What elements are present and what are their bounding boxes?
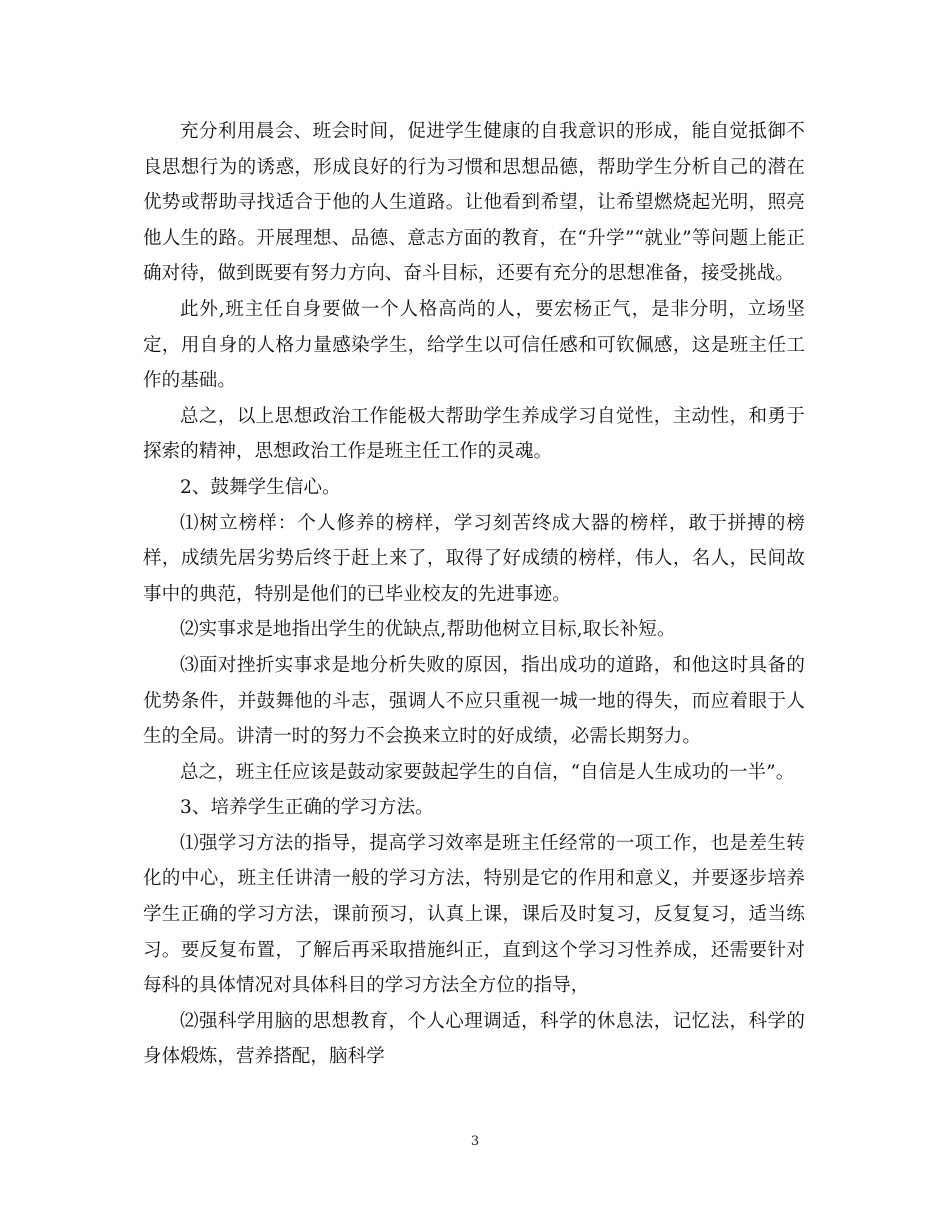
page-number: 3 xyxy=(470,1134,480,1149)
paragraph-facing-setbacks: ⑶面对挫折实事求是地分析失败的原因，指出成功的道路，和他这时具备的优势条件，并鼓舞他的斗志，强调人不应只重视一城一地的得失，而应着眼于人生的全局。讲清一时的努力不会换来立时的好成绩，必需长期努力。 xyxy=(143,654,805,748)
paragraph-scientific-brain-use: ⑵强科学用脑的思想教育，个人心理调适，科学的休息法，记忆法，科学的身体煅炼，营养搭配，脑科学 xyxy=(143,1010,805,1068)
paragraph-summary-confidence: 总之，班主任应该是鼓动家要鼓起学生的自信，“自信是人生成功的一半”。 xyxy=(180,761,795,783)
heading-encourage-confidence: 2、鼓舞学生信心。 xyxy=(180,476,341,498)
paragraph-self-awareness: 充分利用晨会、班会时间，促进学生健康的自我意识的形成，能自觉抵御不良思想行为的诱惑，形成良好的行为习惯和思想品德，帮助学生分析自己的潜在优势或帮助寻找适合于他的人生道路。让他看到希望，让希望燃烧起光明，照亮他人生的路。开展理想、品德、意志方面的教育，在“升学”“就业”等问题上能正确对待，做到既要有努力方向、奋斗目标，还要有充分的思想准备，接受挑战。 xyxy=(143,121,805,285)
heading-study-methods: 3、培养学生正确的学习方法。 xyxy=(180,797,434,819)
document-body xyxy=(143,114,805,1075)
paragraph-teacher-character: 此外,班主任自身要做一个人格高尚的人，要宏杨正气，是非分明，立场坚定，用自身的人格力量感染学生，给学生以可信任感和可钦佩感，这是班主任工作的基础。 xyxy=(143,298,805,392)
paragraph-method-guidance: ⑴强学习方法的指导，提高学习效率是班主任经常的一项工作，也是差生转化的中心，班主任讲清一般的学习方法，特别是它的作用和意义，并要逐步培养学生正确的学习方法，课前预习，认真上课，课后及时复习，反复复习，适当练习。要反复布置，了解后再采取措施纠正，直到这个学习习性养成，还需要针对每科的具体情况对具体科目的学习方法全方位的指导， xyxy=(143,832,805,997)
paragraph-role-models: ⑴树立榜样：个人修养的榜样，学习刻苦终成大器的榜样，敢于拼搏的榜样，成绩先居劣势后终于赶上来了，取得了好成绩的榜样，伟人，名人，民间故事中的典范，特别是他们的已毕业校友的先进事迹。 xyxy=(143,512,805,605)
paragraph-strengths-weaknesses: ⑵实事求是地指出学生的优缺点,帮助他树立目标,取长补短。 xyxy=(180,619,676,641)
paragraph-summary-political-work: 总之，以上思想政治工作能极大帮助学生养成学习自觉性，主动性，和勇于探索的精神，思想政治工作是班主任工作的灵魂。 xyxy=(143,405,805,463)
